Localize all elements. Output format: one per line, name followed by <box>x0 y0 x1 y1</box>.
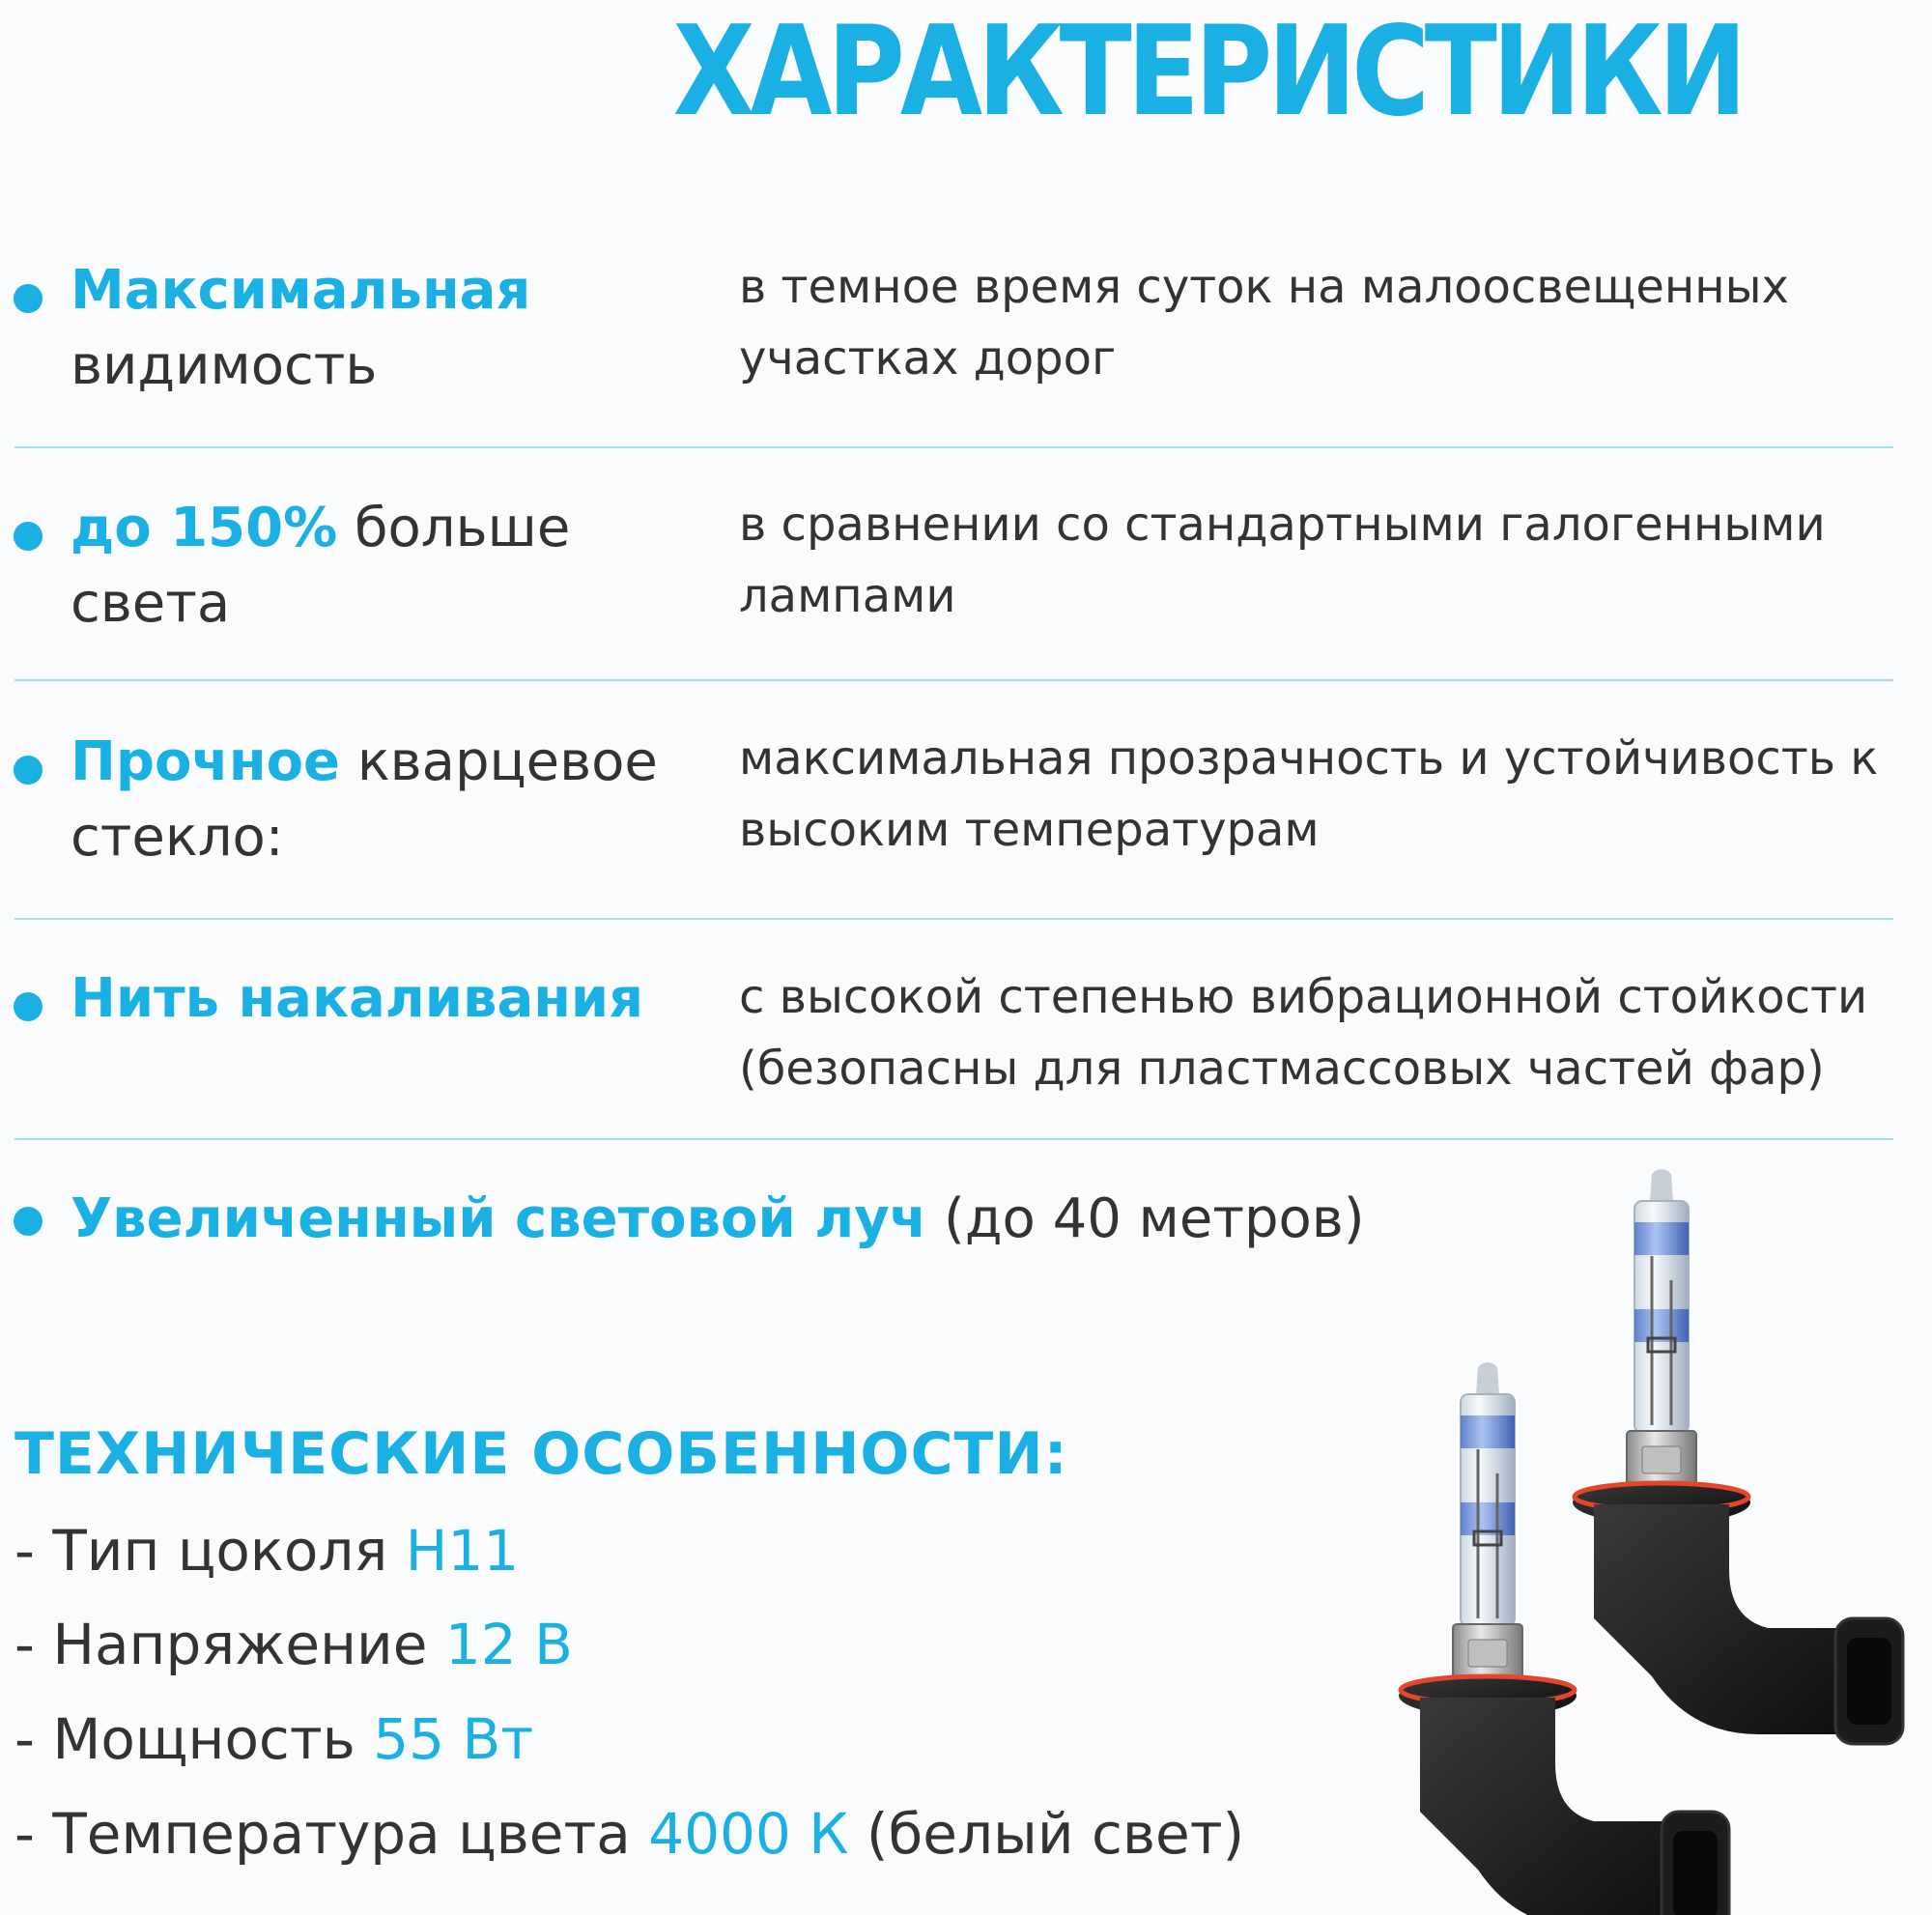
spec-label: - Температура цвета <box>14 1801 649 1867</box>
feature-title <box>71 725 727 875</box>
bullet-dot-icon <box>14 1207 43 1236</box>
spec-label: - Тип цоколя <box>14 1518 406 1584</box>
feature-row-beam <box>71 1181 1365 1258</box>
tech-heading: ТЕХНИЧЕСКИЕ ОСОБЕННОСТИ: <box>14 1420 1068 1488</box>
spec-label: - Мощность <box>14 1706 374 1772</box>
feature-title-rest: кварцевое стекло: <box>71 730 658 869</box>
spec-value: 4000 К <box>648 1801 849 1867</box>
feature-title <box>71 253 727 404</box>
feature-title-rest: видимость <box>71 334 378 397</box>
feature-title <box>71 491 727 642</box>
bullet-dot-icon <box>14 522 43 551</box>
spec-label: - Напряжение <box>14 1612 445 1677</box>
spec-suffix: (белый свет) <box>848 1801 1245 1867</box>
spec-color-temperature <box>14 1795 1244 1872</box>
divider <box>14 1138 1893 1140</box>
spec-value: 12 В <box>444 1612 573 1677</box>
spec-value: H11 <box>405 1518 520 1584</box>
feature-title-rest: (до 40 метров) <box>926 1187 1365 1250</box>
feature-title-rest: больше света <box>71 497 571 635</box>
feature-title <box>71 961 727 1037</box>
feature-highlight: Увеличенный световой луч <box>71 1187 927 1250</box>
feature-description: в темное время суток на малоосвещенных участках дорог <box>739 260 1789 386</box>
divider <box>14 446 1893 448</box>
spec-socket <box>14 1512 519 1589</box>
bullet-dot-icon <box>14 992 43 1021</box>
bullet-dot-icon <box>14 756 43 785</box>
spec-voltage <box>14 1606 573 1683</box>
divider <box>14 679 1893 681</box>
feature-highlight: до 150% <box>71 497 338 559</box>
feature-description: с высокой степенью вибрационной стойкости (безопасны для пластмассовых частей фар) <box>739 970 1868 1096</box>
spec-value: 55 Вт <box>373 1706 534 1772</box>
page-title: ХАРАКТЕРИСТИКИ <box>672 0 1743 144</box>
headlight-bulbs-image <box>1343 1164 1932 1915</box>
feature-highlight: Максимальная <box>71 259 531 322</box>
bullet-dot-icon <box>14 284 43 313</box>
spec-power <box>14 1701 533 1778</box>
divider <box>14 918 1893 920</box>
feature-highlight: Нить накаливания <box>71 967 644 1030</box>
feature-description: максимальная прозрачность и устойчивость к высоким температурам <box>739 731 1879 857</box>
feature-highlight: Прочное <box>71 730 341 793</box>
feature-description: в сравнении со стандартными галогенными лампами <box>739 498 1826 623</box>
